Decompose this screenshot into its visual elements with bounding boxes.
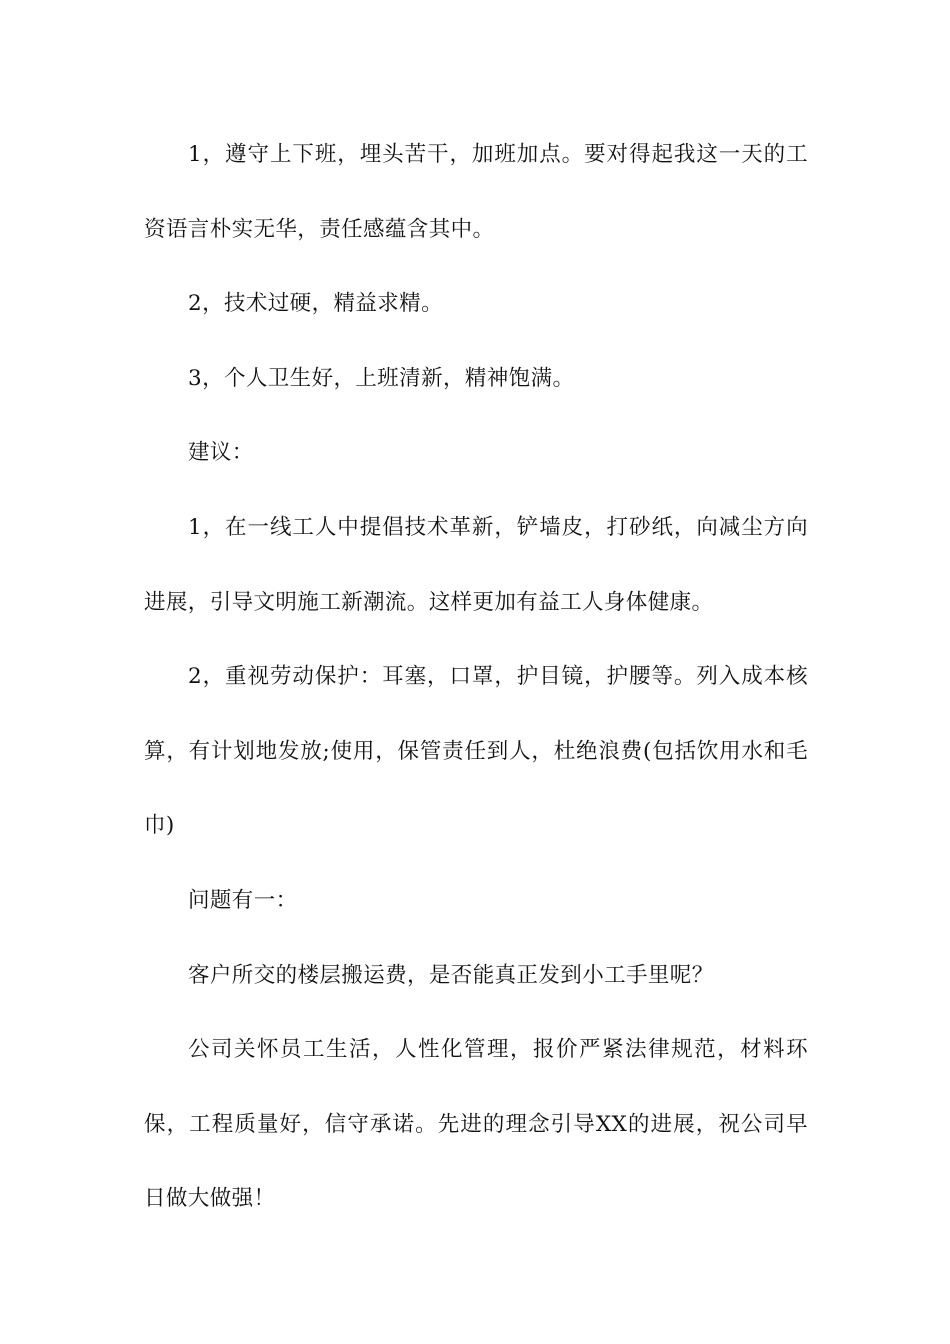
document-body [144,118,808,1237]
paragraph-suggestion-1: 1，在一线工人中提倡技术革新，铲墙皮，打砂纸，向减尘方向进展，引导文明施工新潮流。这样更加有益工人身体健康。 [144,514,808,615]
paragraph-quality-3: 3，个人卫生好，上班清新，精神饱满。 [188,365,575,391]
paragraph-quality-2: 2，技术过硬，精益求精。 [188,291,443,317]
paragraph-closing: 公司关怀员工生活，人性化管理，报价严紧法律规范，材料环保，工程质量好，信守承诺。先进的理念引导XX的进展，祝公司早日做大做强！ [144,1037,808,1212]
paragraph-suggestion-2: 2，重视劳动保护：耳塞，口罩，护目镜，护腰等。列入成本核算，有计划地发放;使用，保管责任到人，杜绝浪费(包括饮用水和毛巾) [144,664,808,839]
paragraph-question: 客户所交的楼层搬运费，是否能真正发到小工手里呢？ [188,962,714,988]
paragraph-quality-1: 1，遵守上下班，埋头苦干，加班加点。要对得起我这一天的工资语言朴实无华，责任感蕴含其中。 [144,142,808,242]
section-heading-question: 问题有一： [188,887,298,913]
section-heading-suggestions: 建议： [188,440,254,466]
